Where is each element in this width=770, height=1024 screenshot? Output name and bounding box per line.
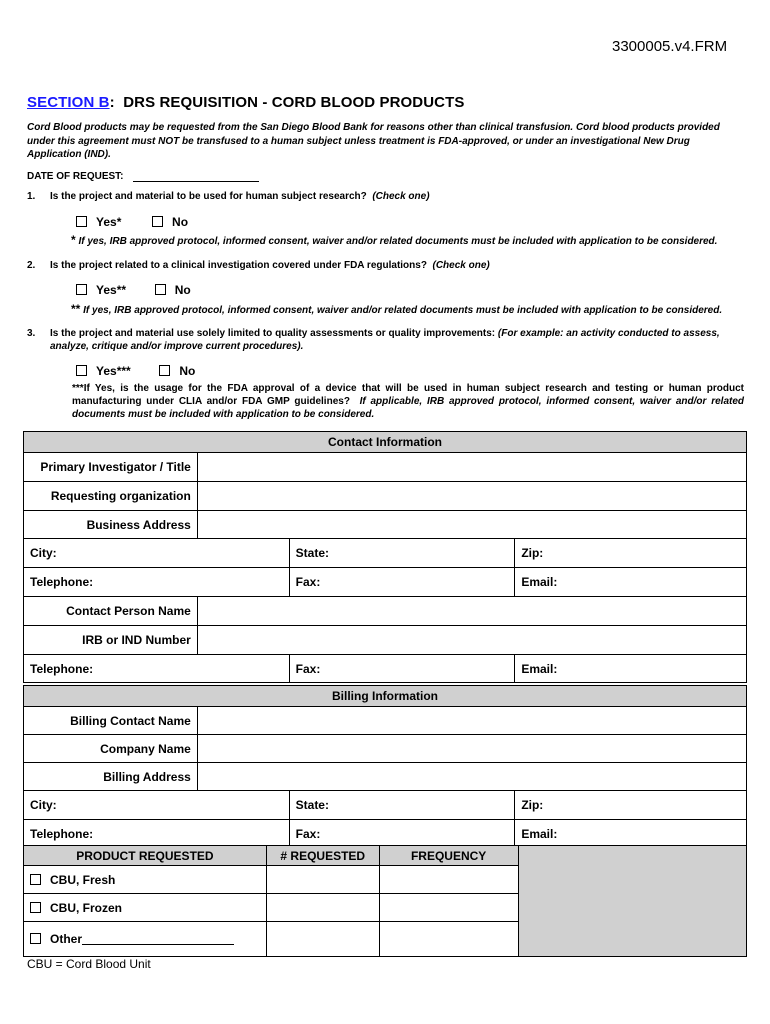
question-hint: (Check one) [372, 191, 430, 202]
yes-checkbox[interactable] [76, 284, 87, 295]
contact-person-field[interactable] [197, 597, 746, 626]
state-label: State: [295, 798, 329, 812]
date-of-request [27, 170, 259, 182]
billing-state-field[interactable] [289, 791, 515, 820]
no-label: No [172, 215, 189, 229]
question-1 [27, 190, 743, 203]
email-field[interactable] [515, 568, 747, 597]
email-label: Email: [521, 661, 558, 676]
billing-email-field[interactable] [515, 820, 747, 848]
pi-label: Primary Investigator / Title [24, 453, 198, 482]
telephone-label: Telephone: [30, 575, 94, 589]
billing-zip-field[interactable] [515, 791, 747, 820]
question-number: 1. [27, 191, 36, 202]
billing-telephone-field[interactable] [24, 820, 290, 848]
fax-label: Fax: [295, 661, 321, 676]
fax-label: Fax: [295, 575, 321, 589]
requested-cell[interactable] [266, 894, 379, 922]
frequency-cell[interactable] [379, 922, 518, 957]
note-text: If yes, IRB approved protocol, informed consent, waiver and/or related documents must be included with application to be considered. [83, 305, 723, 316]
question-number: 2. [27, 260, 36, 271]
irb-field[interactable] [197, 626, 746, 655]
product-label: CBU, Frozen [50, 900, 122, 915]
col-requested-header: # REQUESTED [266, 846, 379, 866]
requested-cell[interactable] [266, 866, 379, 894]
contact-header: Contact Information [24, 432, 747, 453]
frequency-cell[interactable] [379, 866, 518, 894]
question-3-note [72, 382, 744, 421]
telephone-field[interactable] [24, 568, 290, 597]
question-3 [27, 327, 743, 353]
product-checkbox[interactable] [30, 874, 41, 885]
page-title [27, 94, 464, 111]
col-product-header: PRODUCT REQUESTED [24, 846, 267, 866]
email-field-2[interactable] [515, 655, 747, 683]
telephone-field-2[interactable] [24, 655, 290, 683]
section-link[interactable]: SECTION B [27, 94, 110, 111]
note-asterisk: * [71, 233, 76, 247]
telephone-label: Telephone: [30, 661, 94, 676]
note-asterisk: ** [71, 302, 81, 316]
question-1-note [71, 233, 717, 247]
product-checkbox[interactable] [30, 902, 41, 913]
fax-label: Fax: [295, 826, 321, 841]
no-checkbox[interactable] [159, 365, 170, 376]
other-input-line[interactable] [82, 933, 234, 945]
yes-label: Yes*** [96, 364, 131, 378]
contact-information-table [23, 431, 747, 683]
product-checkbox[interactable] [30, 933, 41, 944]
contact-person-label: Contact Person Name [24, 597, 198, 626]
product-label: CBU, Fresh [50, 872, 116, 887]
question-2-note [71, 302, 722, 316]
no-label: No [179, 364, 196, 378]
product-item-fresh[interactable] [24, 866, 267, 894]
question-text: Is the project related to a clinical investigation covered under FDA regulations? [50, 260, 427, 271]
no-checkbox[interactable] [152, 216, 163, 227]
fax-field-2[interactable] [289, 655, 515, 683]
state-field[interactable] [289, 539, 515, 568]
note-text: If yes, IRB approved protocol, informed consent, waiver and/or related documents must be included with application to be considered. [78, 236, 718, 247]
question-text: Is the project and material to be used for human subject research? [50, 191, 367, 202]
title-text: DRS REQUISITION - CORD BLOOD PRODUCTS [123, 94, 465, 111]
product-label: Other [50, 932, 83, 946]
state-label: State: [295, 546, 329, 560]
billing-city-field[interactable] [24, 791, 290, 820]
products-table [23, 845, 747, 957]
note-italic-text: If applicable, IRB approved protocol, informed consent, waiver and/or related documents must be included with application to be considered. [72, 396, 745, 420]
address-label: Business Address [24, 511, 198, 539]
requested-cell[interactable] [266, 922, 379, 957]
company-label: Company Name [24, 735, 198, 763]
question-hint: (Check one) [432, 260, 490, 271]
no-label: No [174, 283, 191, 297]
question-2-options [76, 283, 191, 297]
document-id: 3300005.v4.FRM [612, 38, 728, 55]
question-1-options [76, 215, 188, 229]
city-field[interactable] [24, 539, 290, 568]
intro-paragraph: Cord Blood products may be requested from the San Diego Blood Bank for reasons other than clinical transfusion. Cord blood products provided under this agreement must NOT be transfused to a human subject unless treatment is FDA-approved, or under an investigational New Drug Application (IND). [27, 122, 720, 160]
address-field[interactable] [197, 511, 746, 539]
title-colon: : [109, 94, 115, 111]
zip-field[interactable] [515, 539, 747, 568]
pi-field[interactable] [197, 453, 746, 482]
question-number: 3. [27, 328, 36, 339]
shaded-block [518, 846, 746, 957]
no-checkbox[interactable] [155, 284, 166, 295]
footnote: CBU = Cord Blood Unit [27, 957, 151, 971]
billing-information-table [23, 685, 747, 848]
company-field[interactable] [197, 735, 746, 763]
yes-label: Yes** [96, 283, 127, 297]
frequency-cell[interactable] [379, 894, 518, 922]
question-3-options [76, 364, 195, 378]
col-frequency-header: FREQUENCY [379, 846, 518, 866]
yes-checkbox[interactable] [76, 365, 87, 376]
city-label: City: [30, 798, 57, 812]
billing-contact-field[interactable] [197, 707, 746, 735]
city-label: City: [30, 546, 57, 560]
note-text: If Yes, is the usage for the FDA approval of a device that will be used in human subject research and testing or human product manufacturing under CLIA and/or FDA GMP guidelines? [72, 383, 744, 407]
date-label: DATE OF REQUEST: [27, 171, 124, 182]
date-input-line[interactable] [133, 170, 259, 182]
zip-label: Zip: [521, 546, 544, 560]
yes-label: Yes* [96, 215, 122, 229]
note-asterisk: *** [72, 383, 84, 394]
org-field[interactable] [197, 482, 746, 511]
question-hint: (For example: an activity conducted to assess, analyze, critique and/or improve current procedures). [50, 328, 720, 352]
product-item-other[interactable] [24, 922, 267, 957]
billing-contact-label: Billing Contact Name [24, 707, 198, 735]
zip-label: Zip: [521, 798, 544, 812]
billing-address-label: Billing Address [24, 763, 198, 791]
billing-fax-field[interactable] [289, 820, 515, 848]
question-2 [27, 259, 743, 272]
org-label: Requesting organization [24, 482, 198, 511]
product-item-frozen[interactable] [24, 894, 267, 922]
email-label: Email: [521, 575, 558, 589]
telephone-label: Telephone: [30, 826, 94, 841]
email-label: Email: [521, 826, 558, 841]
irb-label: IRB or IND Number [24, 626, 198, 655]
billing-address-field[interactable] [197, 763, 746, 791]
yes-checkbox[interactable] [76, 216, 87, 227]
billing-header: Billing Information [24, 686, 747, 707]
fax-field[interactable] [289, 568, 515, 597]
question-text: Is the project and material use solely limited to quality assessments or quality improvements: [50, 328, 496, 339]
